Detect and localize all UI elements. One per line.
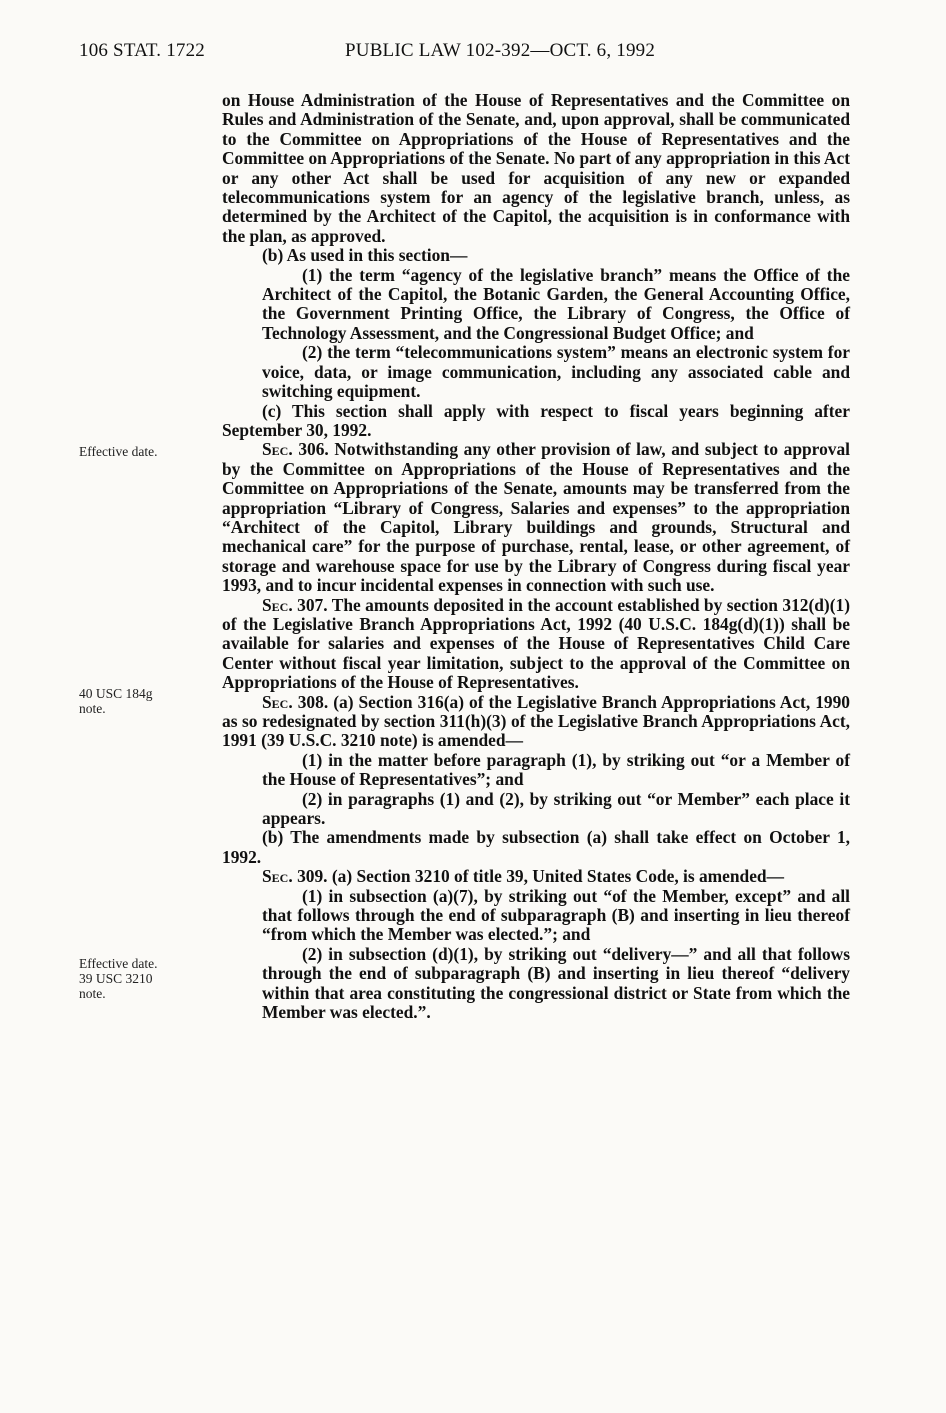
section-308-item-1: (1) in the matter before paragraph (1), by striking out “or a Member of the House of Representatives”; and xyxy=(262,749,850,790)
section-number: 307. xyxy=(297,594,328,615)
subsection-b-item-2: (2) the term “telecommunications system” means an electronic system for voice, data, or image communication, including any associated cable and switching equipment. xyxy=(262,342,850,402)
statute-body xyxy=(222,91,850,1023)
section-number: 306. xyxy=(298,439,329,460)
subsection-b-intro: (b) As used in this section— xyxy=(262,245,468,266)
section-text: (a) Section 3210 of title 39, United States Code, is amended— xyxy=(331,866,784,887)
section-308-subsection-b: (b) The amendments made by subsection (a) shall take effect on October 1, 1992. xyxy=(222,827,850,867)
subsection-c: (c) This section shall apply with respect to fiscal years beginning after September 30, 1992. xyxy=(222,400,850,440)
section-307 xyxy=(222,596,850,693)
section-308 xyxy=(222,693,850,751)
page-header xyxy=(0,40,946,70)
margin-note-line: note. xyxy=(79,701,106,716)
statute-page-reference: 106 STAT. 1722 xyxy=(79,40,206,61)
section-308-item-2: (2) in paragraphs (1) and (2), by striking out “or Member” each place it appears. xyxy=(262,788,850,829)
margin-note-line: 40 USC 184g xyxy=(79,686,153,701)
section-label: Sec. xyxy=(262,691,293,712)
section-text: Notwithstanding any other provision of law, and subject to approval by the Committee on Appropriations of the House of Representatives and the Committee on Appropriations of the Senate, amounts may be transferred from the appropriation “Library of Congress, Salaries and expenses” to the appropriation “Architect of the Capitol, Library buildings and grounds, Structural and mechanical care” for the purpose of purchase, rental, lease, or other agreement, of storage and warehouse space for use by the Library of Congress during fiscal year 1993, and to incur incidental expenses in connection with such use. xyxy=(222,439,850,596)
section-306 xyxy=(222,440,850,595)
section-label: Sec. xyxy=(262,866,293,887)
subsection-b-item-1: (1) the term “agency of the legislative branch” means the Office of the Architect of the Capitol, the Botanic Garden, the General Accounting Office, the Government Printing Office, the Library of Congress, the Office of Technology Assessment, and the Congressional Budget Office; and xyxy=(262,264,850,343)
margin-note-line: Effective date. xyxy=(79,444,158,459)
section-text: (a) Section 316(a) of the Legislative Branch Appropriations Act, 1990 as so redesignated by section 311(h)(3) of the Legislative Branch Appropriations Act, 1991 (39 U.S.C. 3210 note) is amended— xyxy=(222,691,850,751)
section-text: The amounts deposited in the account established by section 312(d)(1) of the Legislative Branch Appropriations Act, 1992 (40 U.S.C. 184g(d)(1)) shall be available for salaries and expenses of the House of Representatives Child Care Center without fiscal year limitation, subject to the approval of the Committee on Appropriations of the House of Representatives. xyxy=(222,594,850,693)
section-number: 308. xyxy=(297,691,329,712)
section-309-item-2: (2) in subsection (d)(1), by striking out “delivery—” and all that follows through the end of subparagraph (B) and inserting in lieu thereof “delivery within that area constituting the congressional district or State from which the Member was elected.”. xyxy=(262,943,850,1023)
margin-note-40-usc xyxy=(79,686,199,716)
section-label: Sec. xyxy=(262,594,293,615)
margin-note-line: note. xyxy=(79,986,106,1001)
public-law-title: PUBLIC LAW 102-392—OCT. 6, 1992 xyxy=(345,40,656,61)
margin-note-line: 39 USC 3210 xyxy=(79,971,153,986)
margin-note-line: Effective date. xyxy=(79,956,158,971)
section-label: Sec. xyxy=(262,439,293,460)
section-309-item-1: (1) in subsection (a)(7), by striking out “of the Member, except” and all that follows through the end of subparagraph (B) and inserting in lieu thereof “from which the Member was elected.”; and xyxy=(262,885,850,945)
margin-note-effective-date xyxy=(79,444,199,459)
paragraph-continuation: on House Administration of the House of Representatives and the Committee on Rules and Administration of the Senate, and, upon approval, shall be communicated to the Committee on Appropriations of the House of Representatives and the Committee on Appropriations of the Senate. No part of any appropriation in this Act or any other Act shall be used for acquisition of any new or expanded telecommunications system for an agency of the legislative branch, unless, as determined by the Architect of the Capitol, the acquisition is in conformance with the plan, as approved. xyxy=(222,90,850,246)
section-309 xyxy=(222,867,850,886)
margin-note-39-usc xyxy=(79,956,199,1001)
section-number: 309. xyxy=(297,866,328,887)
